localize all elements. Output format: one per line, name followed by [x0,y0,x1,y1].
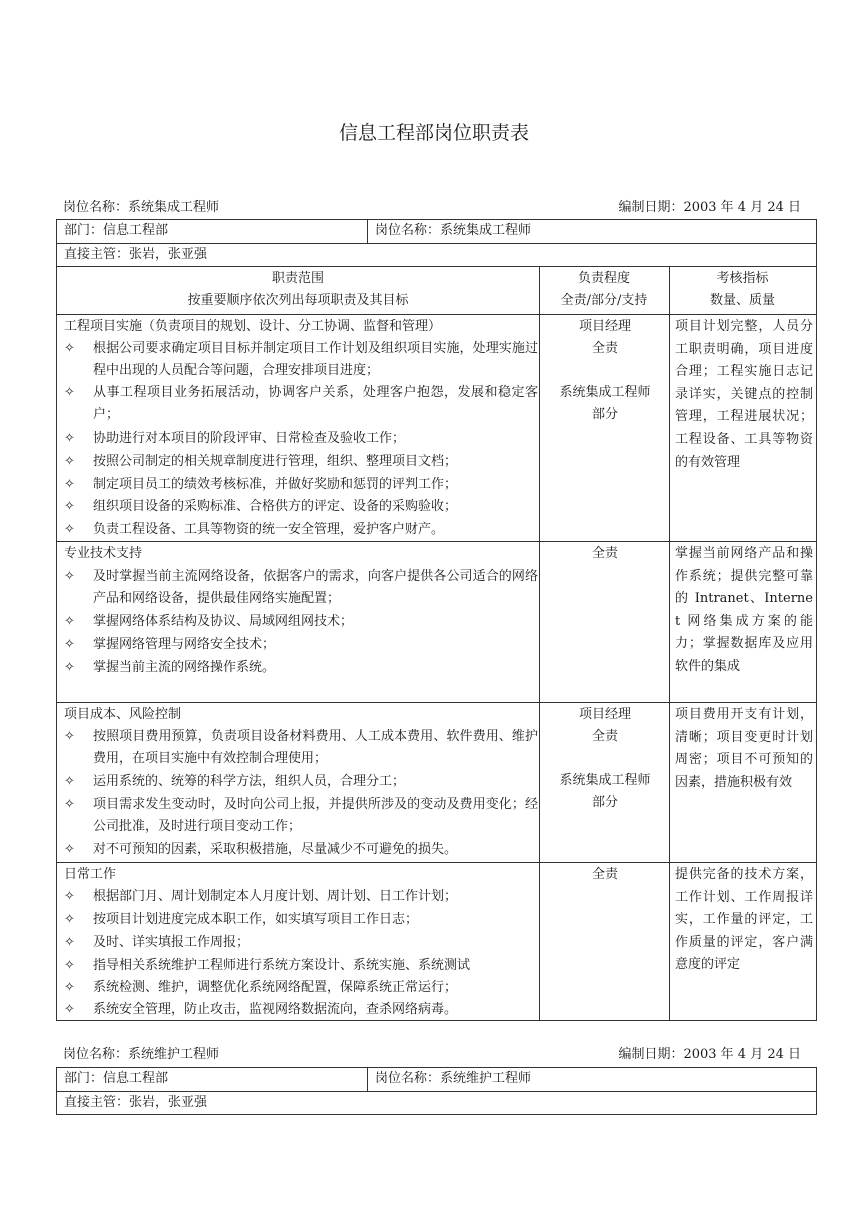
diamond-bullet-icon: ✧ [64,797,75,812]
section-responsibility: 全责 [591,867,618,882]
list-item: ✧ 按照公司制定的相关规章制度进行管理，组织、整理项目文档； [64,451,538,473]
form2-dept: 部门：信息工程部 [64,1071,169,1086]
diamond-bullet-icon: ✧ [64,431,75,446]
diamond-bullet-icon: ✧ [64,980,75,995]
form1-meta [63,198,801,218]
list-item: ✧ 组织项目设备的采购标准、合格供方的评定、设备的采购验收； [64,496,538,518]
diamond-bullet-icon: ✧ [64,499,75,514]
list-item: ✧ 及时掌握当前主流网络设备，依据客户的需求，向客户提供各公司适合的网络产品和网络设备，提供最佳网络实施配置； [64,566,538,610]
form2-date-label: 编制日期：2003 年 4 月 24 日 [618,1047,801,1062]
list-item: ✧ 系统检测、维护，调整优化系统网络配置，保障系统正常运行； [64,977,538,999]
diamond-bullet-icon: ✧ [64,660,75,675]
section-responsibility: 全责 [591,546,618,561]
form2-supervisor: 直接主管：张岩，张亚强 [64,1095,208,1110]
list-item: ✧ 从事工程项目业务拓展活动，协调客户关系，处理客户抱怨，发展和稳定客户； [64,382,538,426]
list-item: ✧ 负责工程设备、工具等物资的统一安全管理，爱护客户财产。 [64,519,538,541]
form2-table [56,1067,817,1115]
diamond-bullet-icon: ✧ [64,842,75,857]
list-item: ✧ 系统安全管理，防止攻击，监视网络数据流向，查杀网络病毒。 [64,999,538,1021]
form1-table [56,219,817,1021]
list-item: ✧ 项目需求发生变动时，及时向公司上报，并提供所涉及的变动及费用变化；经公司批准，及时进行项目变动工作； [64,794,538,838]
header-duty-title: 职责范围 [271,271,324,286]
header-resp-title: 负责程度 [577,271,630,286]
section-title: 专业技术支持 [64,546,143,561]
form2-position: 岗位名称：系统维护工程师 [375,1071,532,1086]
section-kpi: 项目费用开支有计划，清晰；项目变更时计划周密；项目不可预知的因素，措施积极有效 [675,707,813,790]
list-item: ✧ 按照项目费用预算，负责项目设备材料费用、人工成本费用、软件费用、维护费用，在项目实施中有效控制合理使用； [64,726,538,770]
section-kpi: 提供完备的技术方案，工作计划、工作周报详实，工作量的评定，工作质量的评定，客户满意度的评定 [675,867,813,973]
divider [539,266,540,1020]
list-item: ✧ 根据公司要求确定项目目标并制定项目工作计划及组织项目实施，处理实施过程中出现的人员配合等问题，合理安排项目进度； [64,338,538,382]
form2-position-label: 岗位名称：系统维护工程师 [63,1047,220,1062]
list-item: ✧ 掌握网络体系结构及协议、局域网组网技术； [64,611,538,633]
list-item: ✧ 对不可预知的因素，采取积极措施，尽量减少不可避免的损失。 [64,839,538,861]
diamond-bullet-icon: ✧ [64,569,75,584]
diamond-bullet-icon: ✧ [64,729,75,744]
page-title: 信息工程部岗位职责表 [338,122,529,144]
diamond-bullet-icon: ✧ [64,774,75,789]
list-item: ✧ 按项目计划进度完成本职工作，如实填写项目工作日志； [64,909,538,931]
form2-meta [63,1045,801,1065]
divider [367,220,368,243]
section-title: 项目成本、风险控制 [64,707,182,722]
list-item: ✧ 指导相关系统维护工程师进行系统方案设计、系统实施、系统测试 [64,955,538,977]
section-title: 工程项目实施（负责项目的规划、设计、分工协调、监督和管理） [64,319,442,334]
diamond-bullet-icon: ✧ [64,522,75,537]
diamond-bullet-icon: ✧ [64,637,75,652]
diamond-bullet-icon: ✧ [64,614,75,629]
section-kpi: 项目计划完整，人员分工职责明确，项目进度合理；工程实施日志记录详实，关键点的控制管理，工程进展状况；工程设备、工具等物资的有效管理 [675,319,813,470]
list-item: ✧ 及时、详实填报工作周报； [64,932,538,954]
form1-supervisor: 直接主管：张岩，张亚强 [64,247,208,262]
diamond-bullet-icon: ✧ [64,454,75,469]
header-kpi-title: 考核指标 [716,271,769,286]
section-kpi: 掌握当前网络产品和操作系统；提供完整可靠的 Intranet、Internet 网络集成方案的能力；掌握数据库及应用软件的集成 [675,546,813,674]
diamond-bullet-icon: ✧ [64,385,75,400]
header-duty-subtitle: 按重要顺序依次列出每项职责及其目标 [187,293,409,308]
list-item: ✧ 根据部门月、周计划制定本人月度计划、周计划、日工作计划； [64,886,538,908]
diamond-bullet-icon: ✧ [64,341,75,356]
list-item: ✧ 协助进行对本项目的阶段评审、日常检查及验收工作； [64,428,538,450]
divider [57,266,816,267]
diamond-bullet-icon: ✧ [64,958,75,973]
divider [367,1068,368,1091]
list-item: ✧ 掌握当前主流的网络操作系统。 [64,657,538,679]
diamond-bullet-icon: ✧ [64,1002,75,1017]
form1-position-label: 岗位名称：系统集成工程师 [63,200,220,215]
diamond-bullet-icon: ✧ [64,889,75,904]
list-item: ✧ 掌握网络管理与网络安全技术； [64,634,538,656]
header-resp-subtitle: 全责/部分/支持 [560,293,648,308]
list-item: ✧ 制定项目员工的绩效考核标准，并做好奖励和惩罚的评判工作； [64,474,538,496]
list-item: ✧ 运用系统的、统筹的科学方法，组织人员，合理分工； [64,771,538,793]
section-responsibility: 项目经理 全责 系统集成工程师 部分 [559,319,651,422]
diamond-bullet-icon: ✧ [64,477,75,492]
divider [57,862,816,863]
divider [57,541,816,542]
divider [57,314,816,315]
form1-dept: 部门：信息工程部 [64,223,169,238]
section-responsibility: 项目经理 全责 系统集成工程师 部分 [559,707,651,810]
divider [669,266,670,1020]
form1-date-label: 编制日期：2003 年 4 月 24 日 [618,200,801,215]
section-title: 日常工作 [64,867,117,882]
diamond-bullet-icon: ✧ [64,935,75,950]
divider [57,702,816,703]
header-kpi-subtitle: 数量、质量 [709,293,775,308]
diamond-bullet-icon: ✧ [64,912,75,927]
form1-position: 岗位名称：系统集成工程师 [375,223,532,238]
